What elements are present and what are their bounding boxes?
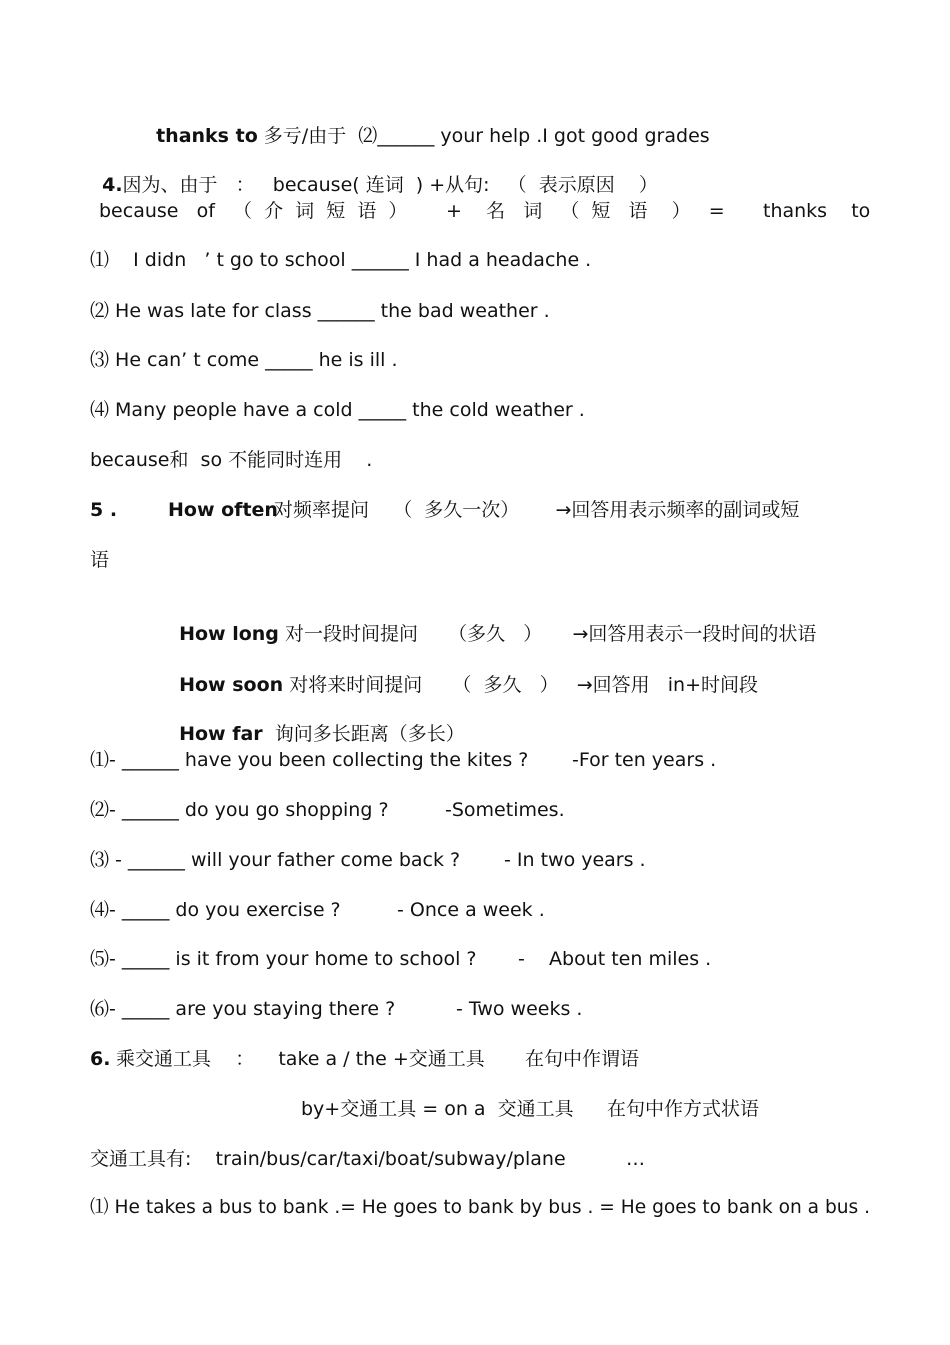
because-of-part: because of （ 介 词 短 语 ）: [99, 200, 408, 222]
answer: - In two years .: [504, 849, 646, 871]
exercise-item: [90, 798, 850, 822]
exercise-item: ⑷ Many people have a cold _____ the cold weather .: [90, 399, 585, 421]
ellipsis: …: [626, 1148, 645, 1170]
question: ⑸- _____ is it from your home to school ?: [90, 948, 477, 970]
how-soon-line: [167, 649, 758, 697]
answer: - Two weeks .: [456, 998, 583, 1020]
section-number: 6.: [90, 1048, 111, 1070]
thanks-to-line: [144, 100, 710, 148]
usage-note: because和 so 不能同时连用 .: [90, 449, 373, 471]
exercise-item: ⑴ I didn ’ t go to school ______ I had a headache .: [90, 249, 592, 271]
how-far-term: How far: [179, 723, 263, 745]
sentence-rest: your help .I got good grades: [440, 125, 710, 147]
section-5-heading: [90, 498, 870, 522]
exercise-item: [90, 848, 850, 872]
by-transport-text: by+交通工具 = on a 交通工具: [301, 1098, 574, 1120]
how-often-desc: 对频率提问 （ 多久一次） →回答用表示频率的副词或短: [268, 499, 800, 521]
section-6-function: 在句中作谓语: [525, 1048, 640, 1070]
section-4-text: 因为、由于 ： because( 连词 ) +从句: （ 表示原因 ）: [122, 174, 658, 196]
thanks-to-term: thanks to: [156, 125, 258, 147]
exercise-item: [90, 947, 850, 971]
example-sentence: ⑴ He takes a bus to bank .= He goes to bank by bus . = He goes to bank on a bus .: [90, 1197, 871, 1218]
exercise-item: ⑵ He was late for class ______ the bad weather .: [90, 300, 550, 322]
question: ⑶ - ______ will your father come back ?: [90, 849, 461, 871]
because-of-line: [99, 199, 869, 223]
exercise-item: ⑶ He can’ t come _____ he is ill .: [90, 349, 398, 371]
item-number: ⑵: [358, 125, 378, 147]
by-transport-line: [301, 1097, 781, 1121]
how-long-desc: 对一段时间提问 （多久 ） →回答用表示一段时间的状语: [278, 623, 817, 645]
answer: -For ten years .: [572, 749, 717, 771]
section-number: 5 .: [90, 499, 118, 521]
how-long-line: [167, 598, 816, 646]
answer: - Once a week .: [397, 899, 545, 921]
thanks-to-gloss: 多亏/由于: [263, 125, 347, 147]
how-often-term: How often: [168, 499, 278, 521]
question: ⑹- _____ are you staying there ?: [90, 998, 396, 1020]
exercise-item: [90, 898, 850, 922]
section-6-heading: [90, 1047, 790, 1071]
exercise-item: [90, 748, 850, 772]
by-transport-function: 在句中作方式状语: [607, 1098, 760, 1120]
noun-phrase-part: + 名 词 （ 短 语 ） =: [446, 200, 725, 222]
question: ⑷- _____ do you exercise ?: [90, 899, 341, 921]
how-long-term: How long: [179, 623, 279, 645]
answer: -Sometimes.: [445, 799, 565, 821]
section-4-heading: [90, 149, 658, 197]
transport-list-line: [90, 1147, 650, 1171]
blank: ______: [377, 125, 435, 147]
how-far-line: [167, 698, 465, 746]
wrapped-text: 语: [90, 549, 110, 571]
transport-list: 交通工具有: train/bus/car/taxi/boat/subway/plane: [90, 1148, 566, 1170]
answer: - About ten miles .: [518, 948, 712, 970]
how-soon-term: How soon: [179, 674, 284, 696]
how-far-desc: 询问多长距离（多长）: [262, 723, 465, 745]
section-number: 4.: [102, 174, 123, 196]
question: ⑴- ______ have you been collecting the kites ?: [90, 749, 529, 771]
question: ⑵- ______ do you go shopping ?: [90, 799, 389, 821]
thanks-to-part: thanks to: [763, 200, 871, 222]
section-6-text: 乘交通工具 ： take a / the +交通工具: [110, 1048, 485, 1070]
how-soon-desc: 对将来时间提问 （ 多久 ） →回答用 in+时间段: [283, 674, 759, 696]
exercise-item: [90, 997, 850, 1021]
